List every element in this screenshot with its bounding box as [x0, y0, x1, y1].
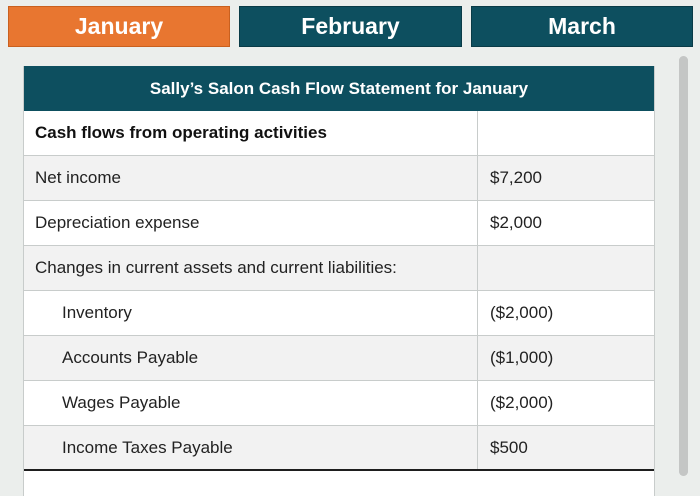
cash-flow-table — [23, 66, 655, 496]
row-value: ($2,000) — [490, 393, 554, 412]
table-row — [24, 426, 654, 471]
row-value: $7,200 — [490, 168, 542, 187]
row-label: Accounts Payable — [24, 336, 478, 380]
row-label: Inventory — [24, 291, 478, 335]
row-label: Changes in current assets and current liabilities: — [24, 246, 478, 290]
month-tab-bar — [0, 0, 700, 60]
table-row — [24, 201, 654, 246]
row-label: Income Taxes Payable — [24, 426, 478, 469]
tab-february[interactable]: February — [239, 6, 462, 47]
row-value: $500 — [490, 437, 528, 457]
row-value: ($2,000) — [490, 303, 554, 322]
scrollbar-thumb[interactable] — [679, 56, 688, 476]
vertical-scrollbar[interactable] — [679, 56, 688, 476]
row-label: Wages Payable — [24, 381, 478, 425]
row-value: ($1,000) — [490, 348, 554, 367]
table-row — [24, 246, 654, 291]
row-label: Depreciation expense — [24, 201, 478, 245]
row-value — [478, 111, 654, 155]
table-row — [24, 111, 654, 156]
table-row — [24, 381, 654, 426]
row-label: Net income — [24, 156, 478, 200]
tab-january[interactable]: January — [8, 6, 230, 47]
tab-march[interactable]: March — [471, 6, 693, 47]
table-row — [24, 156, 654, 201]
row-value: $2,000 — [490, 213, 542, 232]
table-row — [24, 291, 654, 336]
table-row — [24, 336, 654, 381]
row-value — [478, 246, 654, 290]
table-title: Sally’s Salon Cash Flow Statement for January — [24, 66, 654, 111]
section-heading: Cash flows from operating activities — [24, 111, 478, 155]
